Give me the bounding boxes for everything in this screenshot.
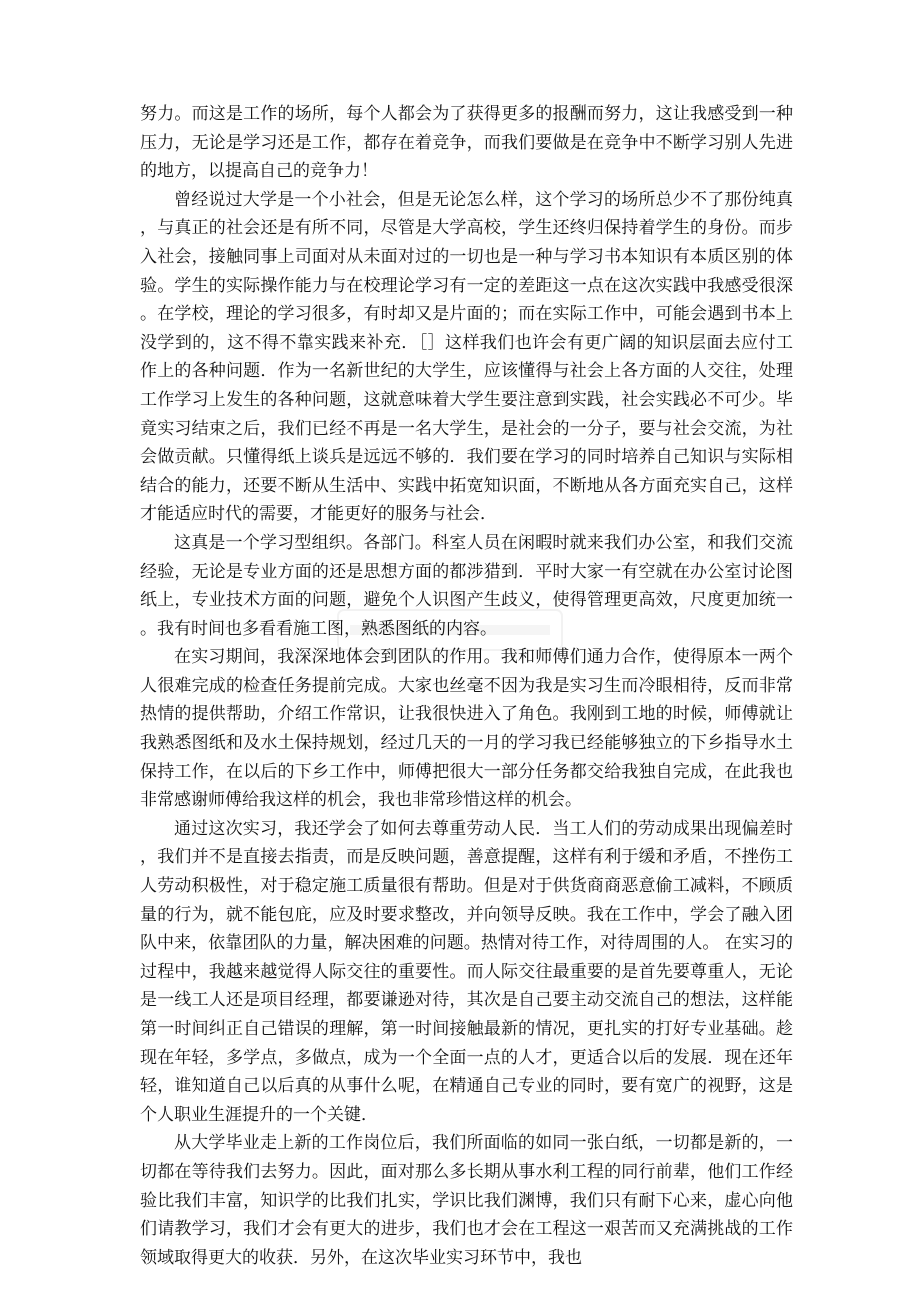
paragraph-5: 通过这次实习，我还学会了如何去尊重劳动人民．当工人们的劳动成果出现偏差时，我们并不是直接去指责，而是反映问题，善意提醒，这样有利于缓和矛盾，不挫伤工人劳动积极性，对于稳定施工质量很有帮助。但是对于供货商商恶意偷工减料，不顾质量的行为，就不能包庇，应及时要求整改，并向领导反映。我在工作中，学会了融入团队中来，依靠团队的力量，解决困难的问题。热情对待工作，对待周围的人。 在实习的过程中，我越来越觉得人际交往的重要性。而人际交往最重要的是首先要尊重人，无论是一线工人还是项目经理，都要谦逊对待，其次是自己要主动交流自己的想法，这样能第一时间纠正自己错误的理解，第一时间接触最新的情况，更扎实的打好专业基础。趁现在年轻，多学点，多做点，成为一个全面一点的人才，更适合以后的发展．现在还年轻，谁知道自己以后真的从事什么呢，在精通自己专业的同时，要有宽广的视野，这是个人职业生涯提升的一个关键． — [140, 818, 793, 1125]
paragraph-1: 努力。而这是工作的场所，每个人都会为了获得更多的报酬而努力，这让我感受到一种压力，无论是学习还是工作，都存在着竞争，而我们要做是在竞争中不断学习别人先进的地方，以提高自己的竞争力！ — [140, 104, 793, 182]
paragraph-2: 曾经说过大学是一个小社会，但是无论怎么样，这个学习的场所总少不了那份纯真，与真正的社会还是有所不同，尽管是大学高校，学生还终归保持着学生的身份。而步入社会，接触同事上司面对从未面对过的一切也是一种与学习书本知识有本质区别的体验。学生的实际操作能力与在校理论学习有一定的差距这一点在这次实践中我感受很深。在学校，理论的学习很多，有时却又是片面的；而在实际工作中，可能会遇到书本上没学到的，这不得不靠实践来补充．［］这样我们也许会有更广阔的知识层面去应付工作上的各种问题．作为一名新世纪的大学生，应该懂得与社会上各方面的人交往，处理工作学习上发生的各种问题，这就意味着大学生要注意到实践，社会实践必不可少。毕竟实习结束之后，我们已经不再是一名大学生，是社会的一分子，要与社会交流，为社会做贡献。只懂得纸上谈兵是远远不够的．我们要在学习的同时培养自己知识与实际相结合的能力，还要不断从生活中、实践中拓宽知识面，不断地从各方面充实自己，这样才能适应时代的需要，才能更好的服务与社会． — [140, 189, 793, 525]
paragraph-3: 这真是一个学习型组织。各部门。科室人员在闲暇时就来我们办公室，和我们交流经验，无论是专业方面的还是思想方面的都涉猎到．平时大家一有空就在办公室讨论图纸上，专业技术方面的问题，避免个人识图产生歧义，使得管理更高效，尺度更加统一。我有时间也多看看施工图，熟悉图纸的内容。 — [140, 532, 793, 639]
paragraph-4: 在实习期间，我深深地体会到团队的作用。我和师傅们通力合作，使得原本一两个人很难完成的检查任务提前完成。大家也丝毫不因为我是实习生而冷眼相待，反而非常热情的提供帮助，介绍工作常识，让我很快进入了角色。我刚到工地的时候，师傅就让我熟悉图纸和及水土保持规划，经过几天的一月的学习我已经能够独立的下乡指导水土保持工作，在以后的下乡工作中，师傅把很大一部分任务都交给我独自完成，在此我也非常感谢师傅给我这样的机会，我也非常珍惜这样的机会。 — [140, 647, 793, 811]
paragraph-6: 从大学毕业走上新的工作岗位后，我们所面临的如同一张白纸，一切都是新的，一切都在等待我们去努力。因此，面对那么多长期从事水利工程的同行前辈，他们工作经验比我们丰富，知识学的比我们扎实，学识比我们渊博，我们只有耐下心来，虚心向他们请教学习，我们才会有更大的进步，我们也才会在工程这一艰苦而又充满挑战的工作领域取得更大的收获．另外，在这次毕业实习环节中，我也 — [140, 1133, 793, 1268]
document-body — [140, 100, 793, 1272]
